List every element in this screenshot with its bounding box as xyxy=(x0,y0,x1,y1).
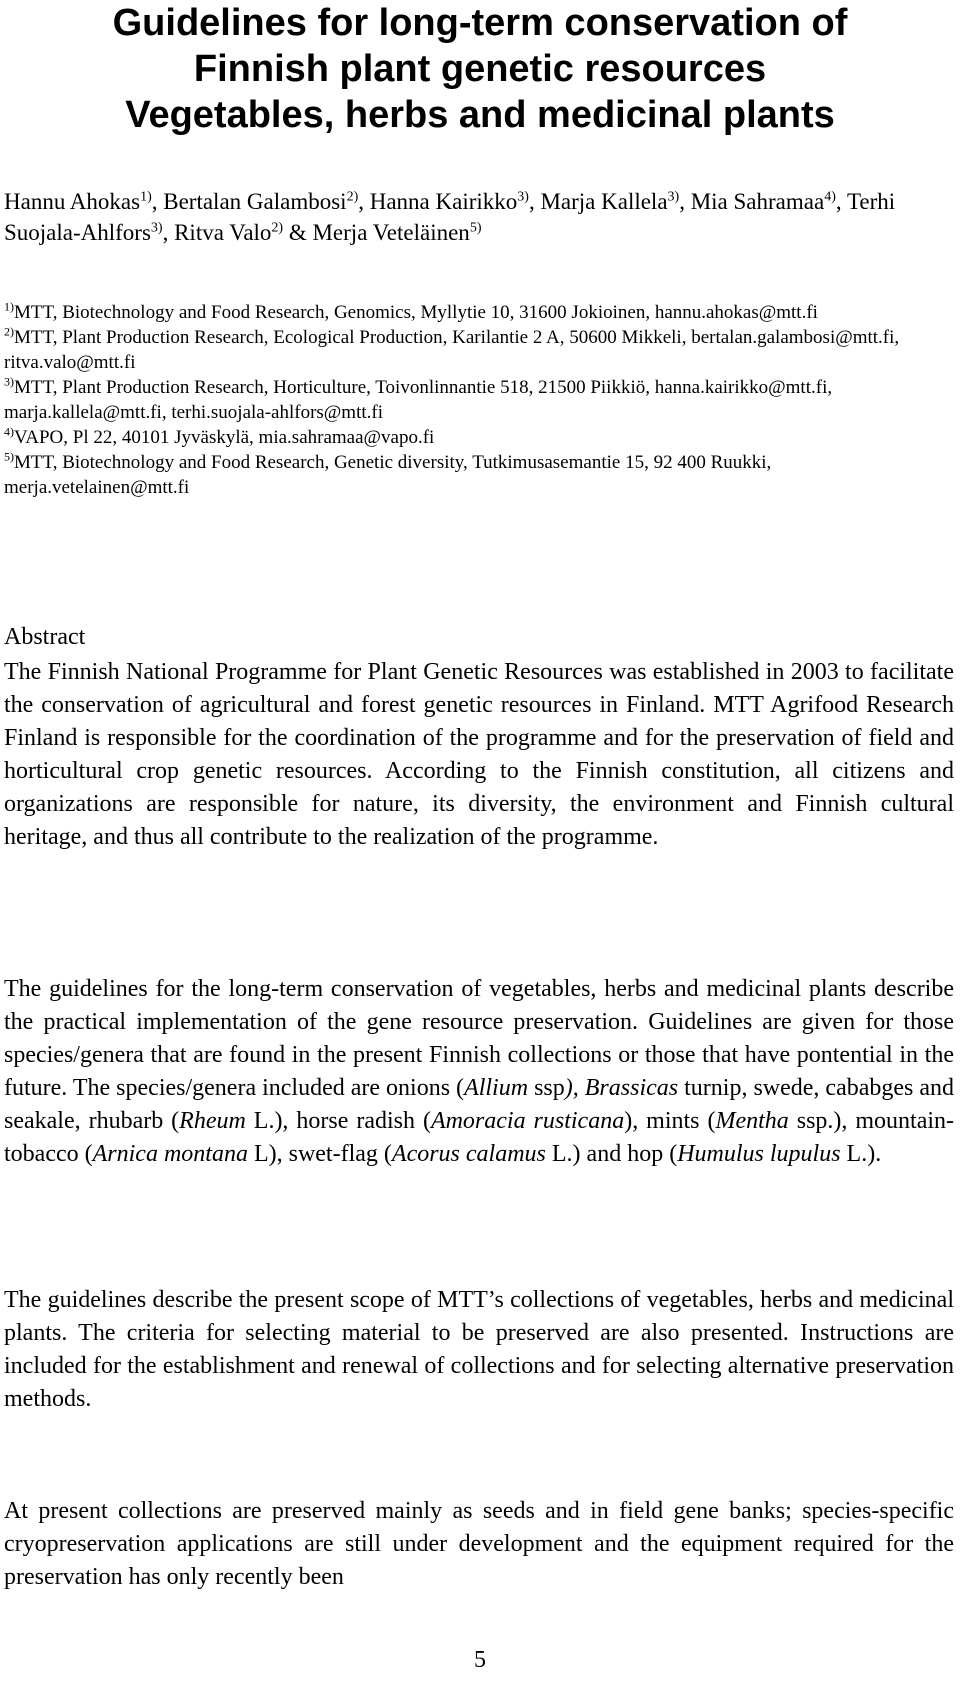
affiliation-mark: 4) xyxy=(4,424,14,439)
italic-species-name: Amoracia rusticana xyxy=(430,1108,625,1134)
italic-species-name: Brassicas xyxy=(584,1075,679,1101)
author-affiliation-mark: 3) xyxy=(150,220,163,236)
abstract-paragraph-4: At present collections are preserved mainly as seeds and in field gene banks; species-specific cryopreservation applications are still under development and the equipment required for the preservation has only recently been xyxy=(4,1498,954,1590)
italic-species-name: ), xyxy=(564,1075,579,1101)
author-separator: , xyxy=(358,189,370,214)
author-affiliation-mark: 2) xyxy=(346,189,359,205)
affiliation-item xyxy=(4,300,954,325)
author-affiliation-mark: 4) xyxy=(824,189,836,205)
author-name: Mia Sahramaa xyxy=(690,189,825,214)
author-separator: , xyxy=(835,189,847,214)
italic-species-name: Arnica montana xyxy=(92,1141,248,1167)
author-affiliation-mark: 1) xyxy=(140,189,152,205)
text-run: turnip, swede, cababges and seakale, rhubarb ( xyxy=(4,1075,955,1134)
text-run: ssp xyxy=(528,1075,565,1101)
author-name: Bertalan Galambosi xyxy=(163,189,347,214)
affiliation-text: MTT, Plant Production Research, Ecological Production, Karilantie 2 A, 50600 Mikkeli, bertalan.galambosi@mtt.fi, ritva.valo@mtt.fi xyxy=(4,327,900,373)
abstract-heading: Abstract xyxy=(4,624,86,650)
author-affiliation-mark: 5) xyxy=(469,220,482,236)
text-run: L.), horse radish ( xyxy=(245,1108,431,1134)
italic-species-name: Humulus lupulus xyxy=(677,1141,841,1167)
author-affiliation-mark: 3) xyxy=(667,189,680,205)
affiliation-mark: 3) xyxy=(4,374,14,389)
author-separator: , xyxy=(162,220,175,245)
author-affiliation-mark: 2) xyxy=(271,220,284,236)
author-name: Hannu Ahokas xyxy=(4,189,141,214)
affiliation-mark: 2) xyxy=(4,324,14,339)
author-separator: & xyxy=(283,220,313,245)
author-name: Ritva Valo xyxy=(174,220,272,245)
affiliation-mark: 1) xyxy=(4,299,14,314)
author-affiliation-mark: 3) xyxy=(517,189,529,205)
title-line-2: Finnish plant genetic resources xyxy=(193,48,767,90)
author-name: Hanna Kairikko xyxy=(369,189,518,214)
affiliation-text: MTT, Plant Production Research, Horticulture, Toivonlinnantie 518, 21500 Piikkiö, hanna.kairikko@mtt.fi, marja.kallela@mtt.fi, terhi.suojala-ahlfors@mtt.fi xyxy=(4,377,833,423)
author-name: Terhi Suojala-Ahlfors xyxy=(4,189,896,245)
affiliation-mark: 5) xyxy=(4,449,14,464)
author-separator: , xyxy=(679,189,691,214)
author-separator: , xyxy=(528,189,541,214)
author-name: Marja Kallela xyxy=(540,189,668,214)
affiliation-text: VAPO, Pl 22, 40101 Jyväskylä, mia.sahramaa@vapo.fi xyxy=(14,427,435,448)
author-name: Merja Veteläinen xyxy=(312,220,470,245)
text-run: ssp.), mountain-tobacco ( xyxy=(4,1108,955,1167)
affiliation-list xyxy=(4,300,954,500)
page-number: 5 xyxy=(474,1647,486,1673)
title-line-1: Guidelines for long-term conservation of xyxy=(112,2,848,44)
affiliation-item xyxy=(4,375,954,425)
text-run: L), swet-flag ( xyxy=(247,1141,392,1167)
affiliation-text: MTT, Biotechnology and Food Research, Genomics, Myllytie 10, 31600 Jokioinen, hannu.ahokas@mtt.fi xyxy=(14,302,818,323)
italic-species-name: Mentha xyxy=(715,1108,789,1134)
text-run: L.) and hop ( xyxy=(545,1141,678,1167)
author-list xyxy=(4,186,954,248)
paper-title xyxy=(0,0,960,138)
affiliation-item xyxy=(4,325,954,375)
italic-species-name: Acorus calamus xyxy=(391,1141,546,1167)
affiliation-item xyxy=(4,425,954,450)
title-line-3: Vegetables, herbs and medicinal plants xyxy=(125,94,835,136)
abstract-paragraph-1: The Finnish National Programme for Plant Genetic Resources was established in 2003 to facilitate the conservation of agricultural and forest genetic resources in Finland. MTT Agrifood Research Finland is responsible for the coordination of the programme and for the preservation of field and horticultural crop genetic resources. According to the Finnish constitution, all citizens and organizations are responsible for nature, its diversity, the environment and Finnish cultural heritage, and thus all contribute to the realization of the programme. xyxy=(4,659,954,850)
affiliation-text: MTT, Biotechnology and Food Research, Genetic diversity, Tutkimusasemantie 15, 92 400 Ruukki, merja.vetelainen@mtt.fi xyxy=(4,452,772,498)
author-separator: , xyxy=(151,189,164,214)
abstract-paragraph-2 xyxy=(4,973,954,1171)
italic-species-name: Rheum xyxy=(179,1108,246,1134)
text-run: ), mints ( xyxy=(624,1108,716,1134)
text-run: L.). xyxy=(840,1141,882,1167)
abstract-paragraph-3: The guidelines describe the present scope of MTT’s collections of vegetables, herbs and medicinal plants. The criteria for selecting material to be preserved are also presented. Instructions are included for the establishment and renewal of collections and for selecting alternative preservation methods. xyxy=(4,1287,954,1412)
text-run: The guidelines for the long-term conservation of vegetables, herbs and medicinal plants describe the practical implementation of the gene resource preservation. Guidelines are given for those species/genera that are found in the present Finnish collections or those that have pontential in the future. The species/genera included are onions ( xyxy=(4,976,954,1101)
italic-species-name: Allium xyxy=(464,1075,529,1101)
affiliation-item xyxy=(4,450,954,500)
